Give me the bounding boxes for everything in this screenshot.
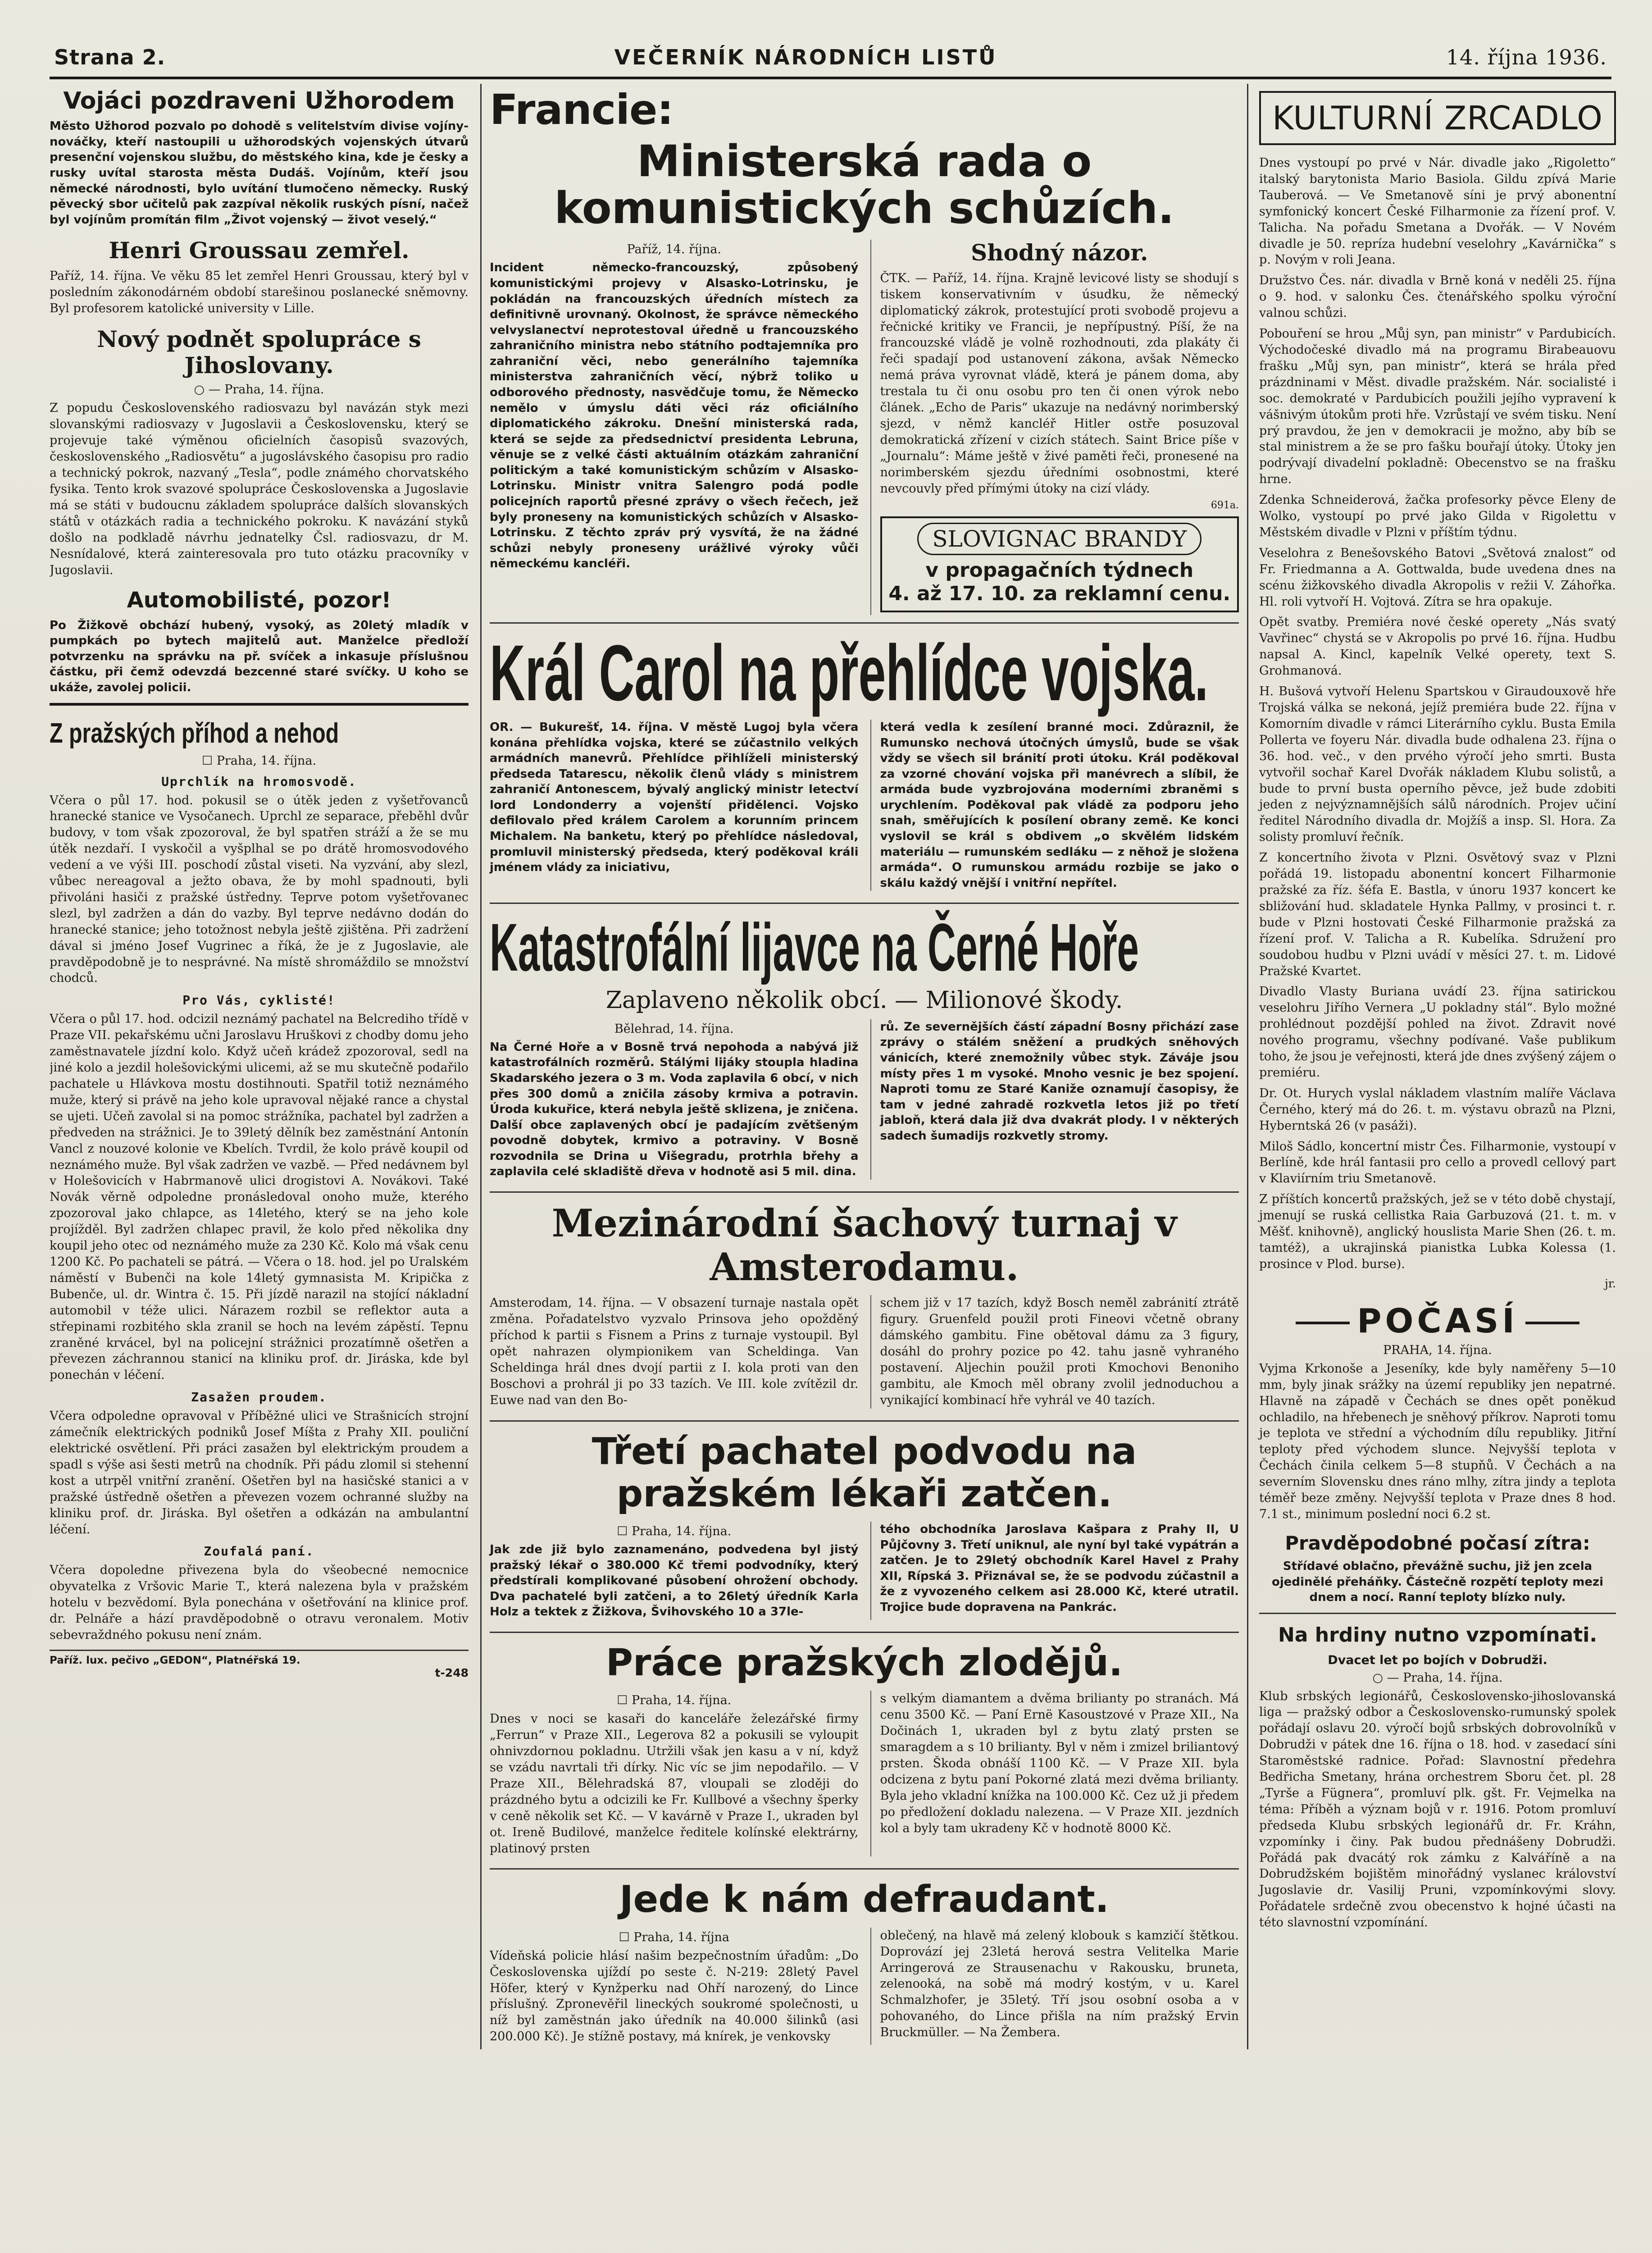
- kultura-item-9: Divadlo Vlasty Buriana uvádí 23. října satirickou veselohru Jiřího Vernera „U pokladny stál“. Bylo možné prohlédnout pozdější pohled na život. Zdravit nové nového programu, všechny podívané. Vaše publikum toho, že jsou je veřejnosti, která jde dnes zvýšený zájem o premiéru.: [1259, 985, 1616, 1080]
- ad-brand-logo: SLOVIGNAC BRANDY: [917, 523, 1201, 555]
- dateline-defraudant: ☐ Praha, 14. října: [619, 1930, 730, 1944]
- sach-two-columns: [490, 1295, 1239, 1413]
- article-body-jihoslovane: Z popudu Československého radiosvazu byl navázán styk mezi slovanskými radiosvazy v Jugoslavii a Československu, který se projevuje také výměnou oficielních časopisů svazových, československého „Radiosvětu“ a jugoslávského časopisu pro radio a technický pokrok, nazvaný „Tesla“, podle známého chorvatského fysika. Tento krok svazové spolupráce Československa a Jugoslavie má se státi v budoucnu základem spolupráce dalších slovanských států v otázkách radia a technického pokroku. K navázání styků došlo na podkladě návrhu jednatelky Čsl. radiosvazu, dr M. Nesnídalové, která zainteresovala pro tuto otázku pracovníky v Jugoslavii.: [50, 401, 469, 577]
- subhead-proud: Zasažen proudem.: [191, 1390, 327, 1405]
- headline-ministerska-rada: Ministerská rada o komunistických schůzích.: [554, 136, 1174, 233]
- headline-kral-carol: Král Carol na přehlídce vojska.: [490, 629, 1208, 718]
- section-title-prihody: Z pražských příhod a nehod: [50, 717, 339, 749]
- right-column: [1256, 84, 1616, 2049]
- kultura-signature: jr.: [1605, 1277, 1616, 1290]
- dateline-jihoslovane: ○ — Praha, 14. října.: [194, 383, 324, 397]
- article-title-groussau: Henri Groussau zemřel.: [109, 237, 410, 264]
- dateline-hrdinove: ○ — Praha, 14. října.: [1372, 1670, 1503, 1685]
- article-title-vojaci: Vojáci pozdraveni Užhorodem: [63, 87, 455, 114]
- middle-column: [480, 84, 1248, 2049]
- defraudant-two-columns: [490, 1928, 1239, 2049]
- kultura-item-8: Z koncertního života v Plzni. Osvětový svaz v Plzni pořádá 19. listopadu abonentní koncert Filharmonie pražské za říz. šéfa E. Bastla, v únoru 1937 koncert ke sbližování hud. skladatele Hynka Pallmy, v prosinci t. r. bude v Plzni hostovati České Filharmonie pražská za řízení prof. V. Talicha a R. Kubelíka. Sdružení pro soudobou hudbu v Plzni uvádí v měsíci 27. t. m. Lidové Pražské Kvartet.: [1259, 851, 1616, 978]
- body-carol-right: která vedla k zesílení branné moci. Zdůraznil, že Rumunsko nechová útočných úmyslů, bude se však vždy se všech sil bránití proti útoku. Král poděkoval za vzorné chování vojska při manévrech a slíbil, že armáda bude vyzbrojována moderními zbraněmi s urychlením. Poděkoval pak vládě za podporu jeho snah, směřujících k posílení obrany země. Ke konci vyslovil se král s obdivem „o skvělém lidském materiálu — rumunském sedláku — z něhož je složena armáda“. O rumunskou armádu rozbije se jako o skálu každý vnější i vnitřní nepřítel.: [870, 720, 1239, 891]
- headline-defraudant: Jede k nám defraudant.: [619, 1878, 1109, 1921]
- body-cerna-hora-right: rů. Ze severnějších částí západní Bosny přichází zase zprávy o stálém sněžení a prudkých sněhových vánicích, které znemožnily vůbec styk. Záváje jsou místy přes 1 m vysoké. Mnoho vesnic je bez spojení. Naproti tomu ze Staré Kaniže oznamují časopisy, že tam v jedné zahradě rozkvetla letos již po třetí jabloň, která dala již dva dvakrát plody. I v některých sadech šumadijs rozkvetly stromy.: [870, 1019, 1239, 1180]
- headline-treti-pachatel: Třetí pachatel podvodu na pražském lékaři zatčen.: [592, 1430, 1137, 1515]
- divider-lekar: [490, 1420, 1239, 1422]
- advertisement-slovignac: [880, 516, 1239, 613]
- issue-date: 14. října 1936.: [1446, 45, 1607, 69]
- article-title-jihoslovane: Nový podnět spolupráce s Jihoslovany.: [97, 326, 421, 379]
- body-cerna-hora-left: Na Černé Hoře a v Bosně trvá nepohoda a nabývá již katastrofálních rozměrů. Stálými lijáky stoupla hladina Skadarského jezera o 3 m. Voda zaplavila 6 obcí, v nich přes 300 domů a zničila zásoby krmiva a potravin. Úroda kukuřice, která nebyla ještě sklizena, je zničena. Další obce zaplavených obcí je padajícím zvětšeným povodně dobytek, krmivo a potraviny. V Bosně rozvodnila se Drina u Višegradu, protrhla břehy a zaplavila celé skladiště dřeva v hodnotě asi 5 mil. dina.: [490, 1040, 859, 1179]
- body-lekar-left: Jak zde již bylo zaznamenáno, podvedena byl jistý pražský lékař o 380.000 Kč třemi podvodníky, který předstírali komplikované působení ohrožení obchody. Dva pachatelé byli zatčeni, a to 26letý úředník Karla Holz a tektek z Žižkova, Švihovského 10 a 37le-: [490, 1543, 859, 1619]
- newspaper-title: VEČERNÍK NÁRODNÍCH LISTŮ: [614, 45, 997, 69]
- zlodeji-two-columns: [490, 1691, 1239, 1861]
- dateline-zlodeji: ☐ Praha, 14. října.: [617, 1693, 732, 1708]
- ad-line-2: 4. až 17. 10. za reklamní cenu.: [888, 582, 1231, 606]
- deck-cerna-hora: Zaplaveno několik obcí. — Milionové škody.: [605, 986, 1123, 1014]
- dateline-lekar: ☐ Praha, 14. října.: [617, 1524, 732, 1539]
- section-title-pocasi: POČASÍ: [1259, 1302, 1616, 1341]
- kicker-francie: Francie:: [490, 86, 674, 134]
- body-france-left: Incident německo-francouzský, způsobený komunistickými projevy v Alsasko-Lotrinsku, je pokládán na francouzských úředních místech za definitivně urovnaný. Okolnost, že správce německého velvyslanectví neprotestoval úředně u francouzského zahraničního ministra nebo státního podtajemníka pro zahraniční věci, nebo generálního tajemníka ministerstva zahraničních věcí, nýbrž toliko u odborového přednosty, nasvědčuje tomu, že Německo nemělo v úmyslu dáti věci ráz oficiálního diplomatického zákroku. Dnešní ministerská rada, která se sejde za předsednictví presidenta Lebruna, věnuje se z velké části aktuálním otázkám zahraniční politickým a také komunistickým schůzím v Alsasko-Lotrinsku. Ministr vnitra Salengro podá podle policejních raportů přesné zprávy o všech řečech, jež byly proneseny na komunistických schůzích v Alsasko-Lotrinsku. Z těchto zpráv prý vysvítá, že na žádné schůzi nebyly proneseny urážlivé výroky vůči německému kancléři.: [490, 261, 859, 571]
- body-uprchlik: Včera o půl 17. hod. pokusil se o útěk jeden z vyšetřovanců hranecké stanice ve Vysočanech. Uprchl ze separace, přeběhl dvůr budovy, v tom však zpozoroval, že byl spatřen stráží a že se mu útěk nezdaří. I vyskočil a vyšplhal se po drátě hromosvodového vedení a ve výši III. poschodí zůstal viseti. Na vyzvání, aby slezl, vůbec nereagoval a ježto obava, že by mohl spadnouti, byli přivoláni hasiči z pražské ústředny. Teprve potom vyšetřovanec slezl, byl zadržen a dán do vazby. Byl teprve nedávno dodán do hranecké stanice; jeho totožnost nebyla ještě zjištěna. Při zadržení dával si jméno Josef Vugrinec a říká, že je z Jugoslavie, ale pravděpodobně je to nesprávné. Na místě shromáždilo se množství chodců.: [50, 793, 469, 985]
- body-carol-left: OR. — Bukurešť, 14. října. V městě Lugoj byla včera konána přehlídka vojska, které se zúčastnilo velkých armádních manevrů. Přehlídce přihlíželi ministerský předseda Tatarescu, několik členů vlády s ministrem zahraničí Antonescem, bývalý anglický ministr letectví lord Londonderry a vojenští přidělenci. Vojsko defilovalo před králem Carolem a korunním princem Michalem. Na banketu, který po přehlídce následoval, promluvil ministerský předseda, který poděkoval králi jménem vlády za iniciativu,: [490, 720, 859, 875]
- body-shodny-nazor: ČTK. — Paříž, 14. října. Krajně levicové listy se shodují s tiskem konservativním v úsudku, že německý diplomatický zákrok, protestující proti svobodě projevu a řečnické kritiky ve Francii, je nepřípustný. Píší, že na francouzské vládě je volně rozhodnouti, zda plakáty či řeči spadají pod ustanovení zákona, avšak Německo nemá práva vyrovnat vládě, která je pánem doma, aby trestala tu či onu osobu pro ten či onen výrok nebo článek. „Echo de Paris“ ukazuje na nedávný norimberský sjezd, v němž kancléř Hitler ostře posuzoval demokratická zřízení v cizích státech. Saint Brice píše v „Journalu“: Máme ještě v živé paměti řeči, pronesené na norimberském sjezdu úředními osobnostmi, které nevcouvly před přímými útoky na cizí vlády.: [880, 271, 1239, 496]
- carol-two-columns: [490, 720, 1239, 895]
- kultura-item-1: Dnes vystoupí po prvé v Nár. divadle jako „Rigoletto“ italský barytonista Mario Basiola. Gildu zpívá Marie Tauberová. — Ve Smetanově síni je prvý abonentní symfonický koncert České Filharmonie za řízení prof. V. Talicha. Na pořadu Smetana a Dvořák. — V Novém divadle je 50. repríza hudební veselohry „Kavárnička“ s p. Novým v roli Jeana.: [1259, 156, 1616, 267]
- classified-ad-code: t-248: [435, 1666, 469, 1679]
- ad-reference-code: 691a.: [1211, 499, 1239, 511]
- divider-cerna-hora: [490, 903, 1239, 904]
- kultura-item-4: Zdenka Schneiderová, žačka profesorky pěvce Eleny de Wolko, vystoupí po prvé jako Gilda v Rigolettu v Městském divadle v Plzni v příštím týdnu.: [1259, 493, 1616, 539]
- kultura-item-3: Pobouření se hrou „Můj syn, pan ministr“ v Pardubicích. Východočeské divadlo má na programu Birabeauovu frašku „Můj syn, pan ministr“, která se hrála před prázdninami v Měst. divadle pražském. Nár. socialisté i soc. demokraté v Pardubicích použili jejího vypravení k vášnivým útokům proti hře. Vzrůstají ve svém tisku. Není prý pravdou, že jen v demokracii je možno, aby bíb se stal ministrem a že se pro fašku bouřají útoky. Útoky jen podrývají divadelní pokladně: Obecenstvo se na frašku hrne.: [1259, 327, 1616, 487]
- subhead-dobrudza: Dvacet let po bojích v Dobrudži.: [1328, 1653, 1547, 1667]
- dateline-france: Paříž, 14. října.: [627, 242, 721, 257]
- subhead-zoufala: Zoufalá paní.: [204, 1544, 314, 1559]
- subhead-forecast: Pravděpodobné počasí zítra:: [1285, 1532, 1590, 1554]
- article-body-automobiliste: Po Žižkově obchází hubený, vysoký, as 20letý mladík v pumpkách po bytech majitelů aut. Manželce předloží potvrzenku na správku na př. svíček a inkasuje příslušnou částku, při čemž odevzdá bezcenné staré svíčky. U koho se ukáže, zavolej policii.: [50, 618, 469, 694]
- divider-carol: [490, 622, 1239, 624]
- body-sach-left: Amsterodam, 14. října. — V obsazení turnaje nastala opět změna. Pořadatelstvo vyzvalo Prinsova jeho opožděný příchod k partii s Fisnem a Prins z turnaje vystoupil. Byl opět nahrazen olympionikem van Scheldinga. Van Scheldinga hrál dnes dvojí partii z I. kola proti van den Boschovi a prohrál ji po 33 tazích. Ve III. kole zvítězil dr. Euwe nad van den Bo-: [490, 1296, 859, 1407]
- body-zlodeji-left: Dnes v noci se kasaři do kanceláře železářské firmy „Ferrun“ v Praze XII., Legerova 82 a pokusili se vyloupit ohnivzdornou pokladnu. Utržili však jen kasu a v ní, když se vzádu navrtali tři dírky. Nic víc se jim nepodařilo. — V Praze XII., Bělehradská 87, vloupali se zloději do prázdného bytu a odcizili ke Fr. Kullbové a všechny šperky v ceně několik set Kč. — V kavárně v Praze I., ukraden byl ot. Ireně Budilové, manželce ředitele kolínské elektrárny, platinový prsten: [490, 1712, 859, 1856]
- article-title-automobiliste: Automobilisté, pozor!: [127, 588, 391, 613]
- divider-defraudant: [490, 1868, 1239, 1870]
- france-two-columns: [490, 240, 1239, 615]
- dateline-cerna-hora: Bělehrad, 14. října.: [614, 1022, 734, 1036]
- headline-hrdinove: Na hrdiny nutno vzpomínati.: [1278, 1623, 1597, 1646]
- dateline-prihody: ☐ Praha, 14. října.: [201, 753, 317, 768]
- divider-hrdinove: [1259, 1613, 1616, 1614]
- headline-cerna-hora: Katastrofální lijavce na Černé Hoře: [490, 909, 1139, 985]
- body-zlodeji-right: s velkým diamantem a dvěma brilianty po stranách. Má cenu 3500 Kč. — Paní Ernë Kasoustzové v Praze XII., Na Dočinách 1, ukraden byl z bytu zlatý prsten se smaragdem a s 10 brilianty. Byl v něm i zmizel briliantový prsten. Škoda obnáší 1100 Kč. — V Praze XII. byla odcizena z bytu paní Pokorné zlatá mezi dvěma brilianty. Byla jeho vkladní knížka na 100.000 Kč. Cez už ji předem po předložení dokladu nalezena. — V Praze XII. jezdních kol a byly tam ukradeny Kč v hodnotě 8000 Kč.: [870, 1691, 1239, 1856]
- body-proud: Včera odpoledne opravoval v Příběžné ulici ve Strašnicích strojní zámečník elektrických podniků Josef Míšta z Prahy XII. pouliční elektrické osvětlení. Při práci zasažen byl elektrickým proudem a spadl s výše asi šesti metrů na chodník. Při pádu zlomil si stehenní kost a utrpěl vnitřní zranění. Ošetřen byl na hasičské stanici a v pražské ústředně ošetřen a převezen vozem ochranné služby na kliniku prof. dr. Jiráska. Byl ošetřen a odkázán na ambulantní léčení.: [50, 1409, 469, 1537]
- subhead-shodny-nazor: Shodný názor.: [971, 239, 1148, 266]
- body-defraudant-left: Vídeňská policie hlásí našim bezpečnostním úřadům: „Do Československa ujíždí po seste č. N-219: 28letý Pavel Höfer, který v Kynžperku nad Ohří narozený, do Lince příslušný. Zpronevěřil lineckých soukromé společnosti, u níž byl zaměstnán jako úředník na 40.000 šilinků (asi 200.000 Kč). Je stížně postavy, má knírek, je venkovsky: [490, 1948, 859, 2044]
- kultura-item-5: Veselohra z Benešovského Batovi „Světová znalost“ od Fr. Friedmanna a A. Gottwalda, bude uvedena dnes na scénu žižkovského divadla Akropolis v režii V. Záhořka. Hl. roli vytvoří H. Vojtová. Zítra se hra opakuje.: [1259, 546, 1616, 609]
- page-number: Strana 2.: [54, 45, 166, 69]
- article-body-groussau: Paříž, 14. října. Ve věku 85 let zemřel Henri Groussau, který byl v posledním zákonodárném období starešinou poslanecké sněmovny. Byl profesorem katolické university v Lille.: [50, 269, 469, 315]
- subhead-cykliste: Pro Vás, cyklisté!: [182, 993, 336, 1008]
- classified-ad-gedon: [50, 1650, 469, 1679]
- section-divider: [50, 703, 469, 706]
- divider-zlodeji: [490, 1632, 1239, 1633]
- kultura-item-11: Miloš Sádlo, koncertní mistr Čes. Filharmonie, vystoupí v Berlíně, kde hrál fantasii pro cello a provedl cellový part v Klaviírním triu Smetanově.: [1259, 1139, 1616, 1186]
- masthead: [50, 32, 1611, 79]
- subhead-uprchlik: Uprchlík na hromosvodě.: [161, 774, 357, 789]
- body-sach-right: schem již v 17 tazích, když Bosch neměl zabránití ztrátě figury. Gruenfeld použil proti Fineovi včetně obrany dámského gambitu. Fine obětoval dámu za 3 figury, dosáhl do prohry pozice po 42. tahu jasně vyhraného postavení. Aljechin použil proti Kmochovi Benoniho gambitu, ale Kmoch měl obrany zvolil jednoduchou a vynikající kombinací hře vyhrál ve 40 tazích.: [870, 1295, 1239, 1408]
- classified-ad-text: Paříž. lux. pečivo „GEDON“, Platnéřská 19.: [50, 1655, 300, 1666]
- left-column: [50, 84, 473, 2049]
- body-forecast: Střídavé oblačno, převážně suchu, již jen zcela ojedinělé přeháňky. Částečně rozpětí teploty mezi dnem a nocí. Ranní teploty blízko nuly.: [1272, 1560, 1603, 1605]
- article-body-vojaci: Město Užhorod pozvalo po dohodě s velitelstvím divise vojíny-nováčky, kteří nastoupili u užhorodských vojenských útvarů presenční vojenskou službu, do městského kina, kde je česky a rusky uvítal starosta města Dudáš. Vojínům, kteří jsou německé národnosti, bylo uvítání tlumočeno německy. Ruský pěvecký sbor učitelů pak zazpíval několik ruských písní, načež byl vojínům promítán film „Život vojenský — život veselý.“: [50, 119, 469, 227]
- divider-sach: [490, 1191, 1239, 1193]
- kultura-item-2: Družstvo Čes. nár. divadla v Brně koná v neděli 25. října o 9. hod. v salonku Čes. čtenářského spolku výroční valnou schůzi.: [1259, 274, 1616, 320]
- section-title-kulturni-zrcadlo: KULTURNÍ ZRCADLO: [1259, 91, 1616, 145]
- kultura-item-6: Opět svatby. Premiéra nové české operety „Nás svatý Vavřinec“ chystá se v Akropolis po prvé 16. října. Hudbu napsal A. Kincl, kapelník Velké operety, text S. Grohmanová.: [1259, 615, 1616, 678]
- headline-sachovy-turnaj: Mezinárodní šachový turnaj v Amsterodamu.: [551, 1200, 1177, 1289]
- body-lekar-right: tého obchodníka Jaroslava Kašpara z Prahy II, U Půjčovny 3. Třetí uniknul, ale nyní byl také vypátrán a zatčen. Je to 29letý obchodník Karel Havel z Prahy XII, Rípská 3. Přiznával se, že se podvodu zúčastnil a že z vyvozeného celkem asi 28.000 Kč, které utratil. Trojice bude dopravena na Pankrác.: [870, 1522, 1239, 1620]
- body-hrdinove: Klub srbských legionářů, Československo-jihoslovanská liga — pražský odbor a Československo-rumunský spolek pořádají oslavu 20. výročí bojů srbských dobrovolníků v Dobrudži v pátek dne 16. října o 18. hod. v zasedací síni Staroměstské radnice. Pořad: Slavnostní předehra Bedřicha Smetany, hrána orchestrem Sboru čet. pl. 28 „Tyrše a Fügnera“, promluví plk. gšt. Fr. Vejmelka na téma: Příběh a význam bojů v r. 1916. Potom promluví předseda Klubu srbských legionářů dr. Fr. Kráhn, vzpomínky i činy. Pak budou přednášeny Dobrudži. Pořádá pak dvacátý rok zámku z Kalváříně a na Dobrudžském bojištěm minořádný vyslanec království Jugoslavie dr. Vasilij Pruni, vzpomínkovými slovy. Pořádatele srdečně zvou obecenstvo k hojné účasti na této slavnostní vzpomínání.: [1259, 1689, 1616, 1930]
- kultura-item-10: Dr. Ot. Hurych vyslal nákladem vlastním malíře Václava Černého, který má do 26. t. m. výstavu obrazů na Plzni, Hyberntská 26 (v pasáži).: [1259, 1086, 1616, 1133]
- body-cykliste: Včera o půl 17. hod. odcizil neznámý pachatel na Belcrediho třídě v Praze VII. pekařskému učni Jaroslavu Hruškovi z chodby domu jeho zaměstnavatele jízdní kolo. Když učeň krádež zpozoroval, sedl na jiné kolo a jezdil holešovickými ulicemi, až se mu skutečně podařilo pachatele u Hlávkova mostu dostihnouti. Spatřil totiž neznámého muže, který si právě na jeho kole upravoval nějaké rance a chystal se ujeti. Učeň zavolal si na pomoc strážníka, pachatel byl zadržen a předveden na strážnici. Je to 39letý dělník bez zaměstnání Antonín Vancl z nouzové kolonie ve Kbelích. Tvrdil, že kolo právě koupil od neznámého muže. Byl však zadržen ve vazbě. — Před nedávnem byl v Holešovicích v Habrmanově ulici drogistovi A. Novákovi. Také Novák věrně odpoledne pronásledoval onoho muže, kterého zpozoroval jako chlapce, as 14letého, který se na jeho kole projížděl. Byl zadržen chlapec pravil, že kolo před několika dny koupil jeho otec od neznámého muže za 230 Kč. Kolo má však cenu 1200 Kč. Po pachateli se pátrá. — Včera o 18. hod. jel po Uralském náměstí v Bubenči na kole 14letý gymnasista M. Kripička z Bubenče, ul. dr. Wintra č. 15. Při jízdě narazil na stojící nákladní automobil v téže ulici. Nárazem rozbil se reflektor auta a střepinami rozbitého skla zranil se hoch na levém zápěstí. Tepnu zraněné krvácel, byl na policejní strážnici prozatímně ošetřen a převezen záchrannou stanicí na kliniku prof. dr. Jiráska, kde byl ponechán v léčení.: [50, 1012, 469, 1382]
- body-zoufala: Včera dopoledne přivezena byla do všeobecné nemocnice obyvatelka z Vršovic Marie T., která nalezena byla v pražském hotelu v bezvědomí. Byla ponechána v ošetřování na klinice prof. dr. Pelnáře a hází pravděpodobně o otravu veronalem. Motiv sebevraždného pokusu není znám.: [50, 1563, 469, 1642]
- body-defraudant-right: oblečený, na hlavě má zelený klobouk s kamzičí štětkou. Doprovází jej 23letá herová sestra Velitelka Marie Arringerová ze Strausenachu v Rakousku, bruneta, zelenooká, na sobě má modrý kostým, v u. Karel Schmalzhofer, je 35letý. Tří jsou osobní osoba a v pohovaného, do Lince přišla na ním pražský Ervin Bruckmüller. — Na Žembera.: [870, 1928, 1239, 2045]
- cerna-hora-two-columns: [490, 1019, 1239, 1184]
- lekar-two-columns: [490, 1522, 1239, 1624]
- kultura-item-7: H. Bušová vytvoří Helenu Spartskou v Giraudouxově hře Trojská válka se nekoná, jejíž premiéra bude 22. října v Komorním divadle v rámci Literárního cyklu. Busta Emila Pollerta ve foyeru Nár. divadla bude odhalena 23. října o 36. hod. več., v den prvého výročí jeho smrti. Busta vytvořil sochař Karel Dvořák nákladem Klubu solistů, a bude to první busta operního pěvce, jež bude zdobiti jeden z nejvýznamnějších sálů národních. Projev učiní ředitel Národního divadla dr. Mojžíš a insp. Sl. Hora. Za solisty promluví řečník.: [1259, 684, 1616, 844]
- body-pocasi: Vyjma Krkonoše a Jeseníky, kde byly naměřeny 5—10 mm, byly jinak srážky na území republiky jen nepatrné. Hlavně na západě v Čechách se dnes opět poněkud ochladilo, na hřebenech je sněhový příkrov. Naproti tomu je teplota ve střední a východním dílu republiky. Jitřní teploty před východem slunce. Nejvyšší teplota v Čechách činila celkem 5—8 stupňů. V Čechách a na severním Slovensku dnes ráno mlhy, zítra jindy a teplota téměř beze změny. Nejvyšší teplota v Praze dnes 8 hod. 7.1 st., minimum poslední noci 6.2 st.: [1259, 1361, 1616, 1521]
- headline-prace-zlodeju: Práce pražských zlodějů.: [605, 1642, 1123, 1684]
- dateline-pocasi: PRAHA, 14. října.: [1383, 1343, 1492, 1357]
- kultura-item-12: Z příštích koncertů pražských, jež se v této době chystají, jmenují se ruská cellistka Raia Garbuzová (21. t. m. v Měšť. knihovně), anglický houslista Marie Shen (26. t. m. tamtéž), a ukrajinská pianistka Lubka Kolessa (1. prosince v Plod. burse).: [1259, 1192, 1616, 1271]
- ad-line-1: v propagačních týdnech: [925, 558, 1194, 582]
